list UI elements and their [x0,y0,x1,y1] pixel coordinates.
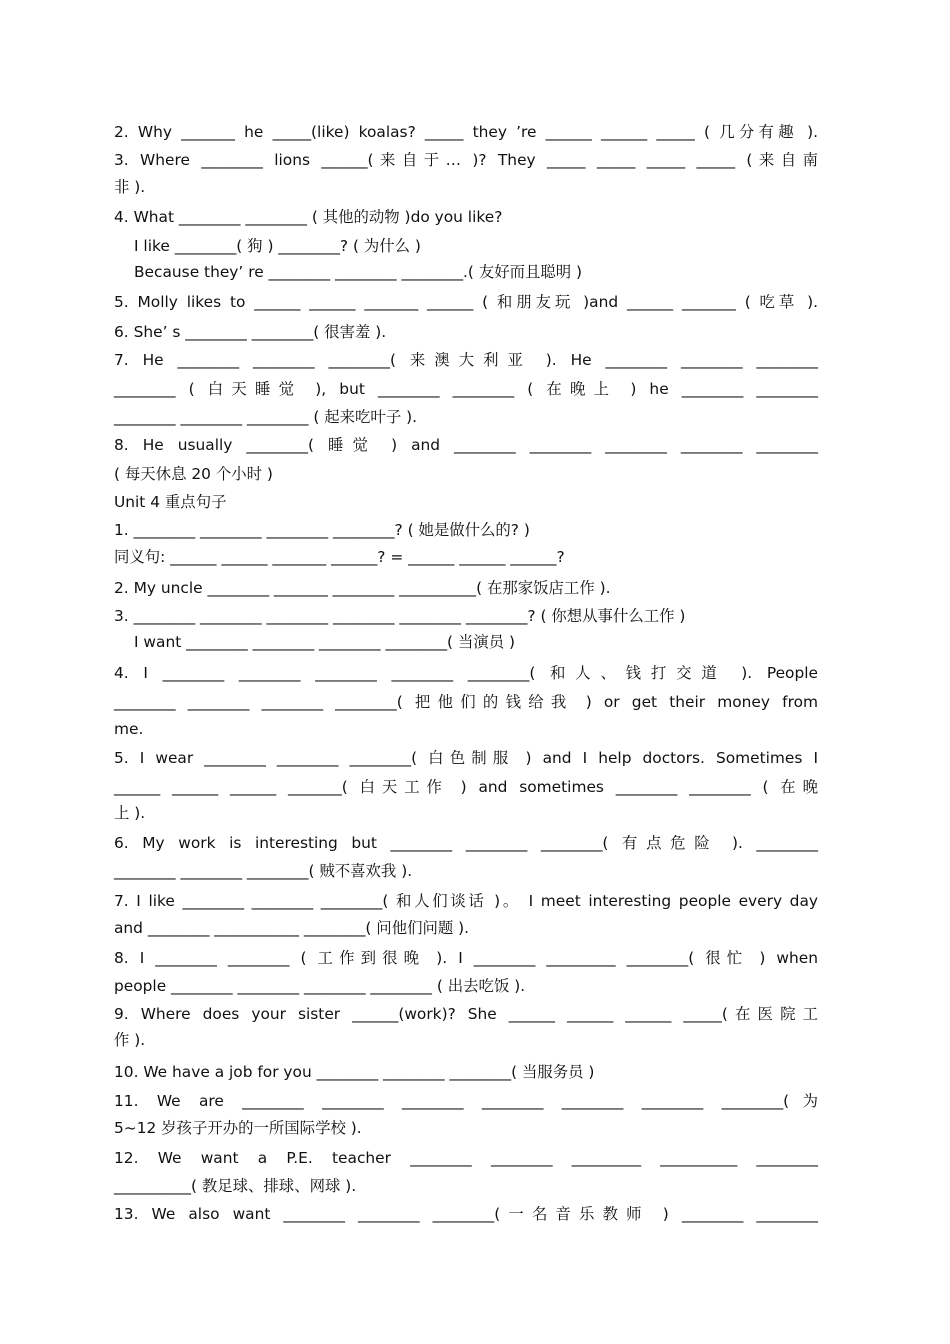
sentence-line: 1. ________ ________ ________ ________? ( 她是做什么的? ) [114,521,530,539]
sentence-line: 9. Where does your sister ______(work)? She ______ ______ ______ _____(在医院工 [114,1005,818,1023]
sentence-line: and ________ ___________ ________( 问他们问题 ). [114,919,470,937]
sentence-line: 6. My work is interesting but ________ ________ ________( 有点危险 ). ________ [114,834,818,852]
sentence-line: 5. I wear ________ ________ ________( 白色制服 ) and I help doctors. Sometimes I [114,749,818,767]
sentence-line: 非 ). [114,178,146,196]
sentence-line: 13. We also want ________ ________ ________(一名音乐教师 ) ________ ________ [114,1205,818,1223]
sentence-line: ( 每天休息 20 个小时 ) [114,465,273,483]
sentence-line: __________( 教足球、排球、网球 ). [114,1177,357,1195]
sentence-line: ______ ______ ______ _______( 白天工作 ) and sometimes ________ ________ ( 在晚 [114,778,818,796]
sentence-line: 5. Molly likes to ______ ______ _______ ______ ( 和朋友玩 )and ______ _______ ( 吃草 ). [114,293,818,311]
sentence-line: I want ________ ________ ________ ________( 当演员 ) [134,633,516,651]
sentence-line: me. [114,720,144,738]
sentence-line: 11. We are ________ ________ ________ ________ ________ ________ ________(为 [114,1092,818,1110]
sentence-line: 12. We want a P.E. teacher ________ ________ _________ __________ ________ [114,1149,818,1167]
sentence-line: 3. Where ________ lions ______(来自于… )? They _____ _____ _____ _____ (来自南 [114,151,818,169]
section-heading: Unit 4 重点句子 [114,493,227,511]
sentence-line: people ________ ________ ________ ________ ( 出去吃饭 ). [114,977,526,995]
sentence-line: 上 ). [114,804,146,822]
sentence-line: ________ ( 白天睡觉 ), but ________ ________ ( 在晚上 ) he ________ ________ [114,380,818,398]
sentence-line: 作 ). [114,1031,146,1049]
sentence-line: 3. ________ ________ ________ ________ ________ ________? ( 你想从事什么工作 ) [114,607,686,625]
sentence-line: 8. He usually ________( 睡觉 ) and ________ ________ ________ ________ ________ [114,436,818,454]
sentence-line: 10. We have a job for you ________ ________ ________( 当服务员 ) [114,1063,595,1081]
sentence-line: 7. He ________ ________ ________( 来澳大利亚 ). He ________ ________ ________ [114,351,818,369]
sentence-line: 7. I like ________ ________ ________( 和人们谈话 )。 I meet interesting people every day [114,892,818,910]
sentence-line: 4. I ________ ________ ________ ________ ________( 和人、钱打交道 ). People [114,664,818,682]
sentence-line: 5~12 岁孩子开办的一所国际学校 ). [114,1119,362,1137]
sentence-line: 4. What ________ ________ ( 其他的动物 )do you like? [114,208,503,226]
sentence-line: 8. I ________ ________ ( 工作到很晚 ). I ________ _________ ________( 很忙 ) when [114,949,818,967]
sentence-line: ________ ________ ________ ________( 把他们的钱给我 ) or get their money from [114,693,818,711]
sentence-line: Because they’ re ________ ________ ________.( 友好而且聪明 ) [134,263,583,281]
sentence-line: I like ________( 狗 ) ________? ( 为什么 ) [134,237,421,255]
sentence-line: 同义句: ______ ______ _______ ______? = ______ ______ ______? [114,548,565,566]
sentence-line: 6. She’ s ________ ________( 很害羞 ). [114,323,387,341]
sentence-line: ________ ________ ________( 贼不喜欢我 ). [114,862,413,880]
sentence-line: ________ ________ ________ ( 起来吃叶子 ). [114,408,418,426]
sentence-line: 2. Why _______ he _____(like) koalas? _____ they ’re ______ ______ _____ ( 几分有趣 ). [114,123,818,141]
sentence-line: 2. My uncle ________ _______ ________ __________( 在那家饭店工作 ). [114,579,611,597]
